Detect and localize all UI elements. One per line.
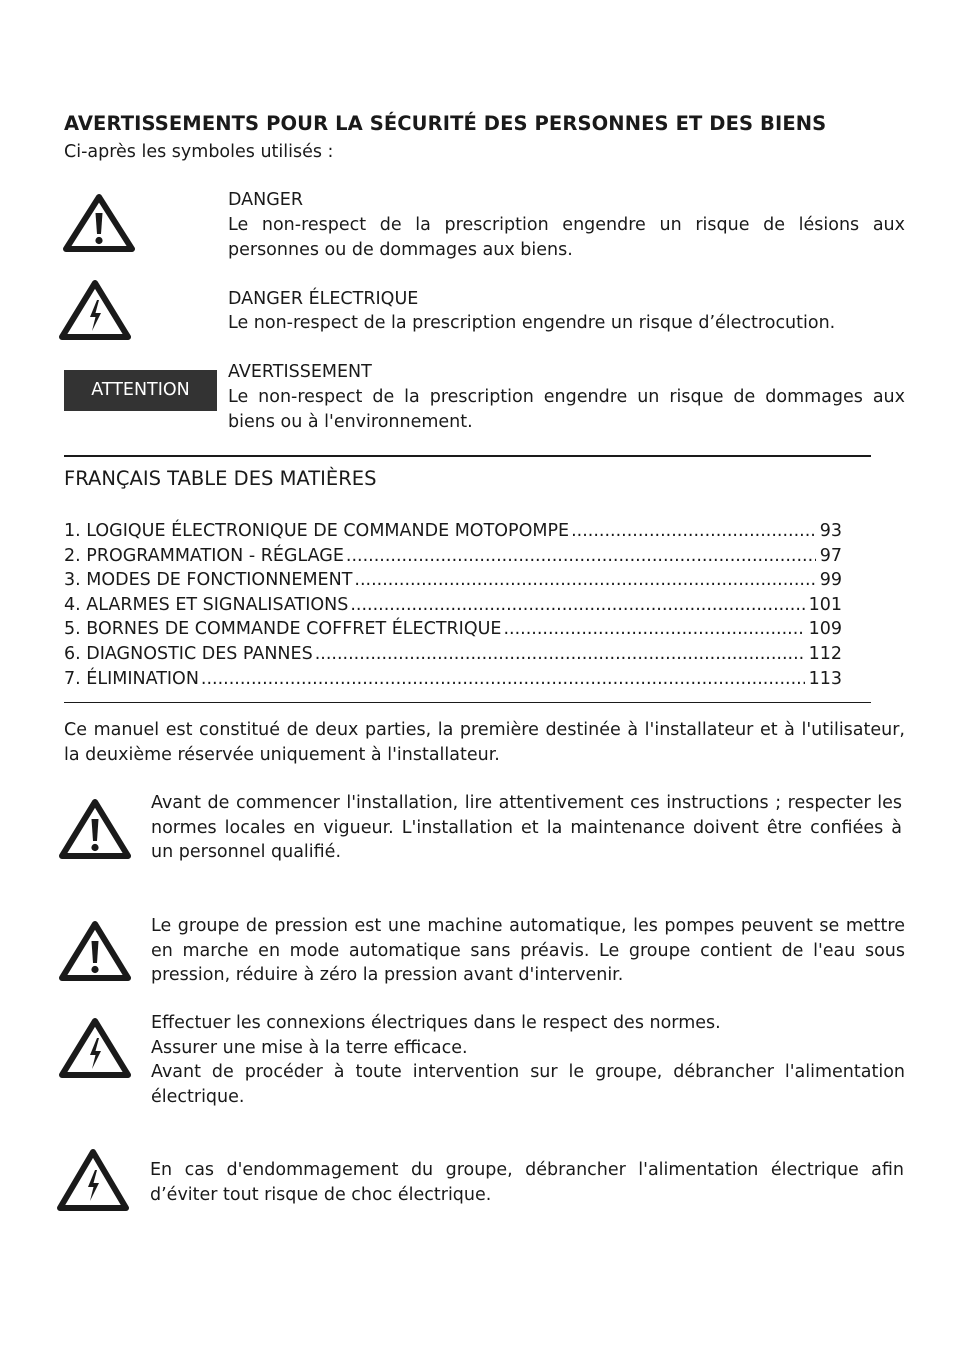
section-divider bbox=[64, 455, 871, 457]
warning-title: AVERTISSEMENT bbox=[228, 362, 372, 382]
toc-entry-label: 1. LOGIQUE ÉLECTRONIQUE DE COMMANDE MOTOPOMPE bbox=[64, 521, 570, 541]
electric-hazard-icon bbox=[59, 1017, 131, 1079]
warning-text: Le non-respect de la prescription engendre un risque de dommages aux biens ou à l'environnement. bbox=[228, 387, 905, 432]
table-of-contents bbox=[64, 519, 842, 691]
warning-exclamation-icon bbox=[63, 193, 135, 253]
warning-electrical-line: Assurer une mise à la terre efficace. bbox=[151, 1037, 468, 1058]
toc-leader bbox=[315, 642, 805, 667]
warning-electrical-line: Effectuer les connexions électriques dans le respect des normes. bbox=[151, 1013, 721, 1033]
toc-entry-label: 7. ÉLIMINATION bbox=[64, 668, 199, 689]
toc-divider bbox=[64, 702, 871, 703]
toc-entry-label: 4. ALARMES ET SIGNALISATIONS bbox=[64, 594, 349, 615]
toc-entry-label: 2. PROGRAMMATION - RÉGLAGE bbox=[64, 545, 344, 566]
electric-hazard-icon bbox=[59, 279, 131, 341]
toc-entry[interactable] bbox=[64, 544, 842, 569]
danger-text: Le non-respect de la prescription engendre un risque de lésions aux personnes ou de dommages aux biens. bbox=[228, 215, 905, 260]
danger-title: DANGER bbox=[228, 190, 304, 210]
toc-entry-page: 109 bbox=[808, 619, 842, 640]
toc-entry[interactable] bbox=[64, 568, 842, 593]
page-title: AVERTISSEMENTS POUR LA SÉCURITÉ DES PERSONNES ET DES BIENS bbox=[64, 112, 827, 135]
toc-entry-page: 113 bbox=[808, 668, 842, 689]
toc-entry-page: 112 bbox=[808, 643, 842, 664]
toc-entry-label: 3. MODES DE FONCTIONNEMENT bbox=[64, 570, 353, 591]
toc-entry-page: 101 bbox=[808, 594, 842, 615]
toc-leader bbox=[354, 568, 815, 593]
toc-entry[interactable] bbox=[64, 519, 842, 544]
electric-text: Le non-respect de la prescription engendre un risque d’électrocution. bbox=[228, 313, 836, 333]
toc-entry[interactable] bbox=[64, 593, 842, 618]
manual-note: Ce manuel est constitué de deux parties, la première destinée à l'installateur et à l'utilisateur, la deuxième réservée uniquement à l'installateur. bbox=[64, 720, 905, 765]
warning-pressure-text: Le groupe de pression est une machine automatique, les pompes peuvent se mettre en marche en mode automatique sans préavis. Le groupe contient de l'eau sous pression, réduire à zéro la pression avant d'intervenir. bbox=[151, 916, 905, 986]
toc-entry-label: 6. DIAGNOSTIC DES PANNES bbox=[64, 643, 313, 664]
warning-electrical-block bbox=[151, 1011, 905, 1109]
toc-leader bbox=[350, 593, 804, 618]
toc-entry-label: 5. BORNES DE COMMANDE COFFRET ÉLECTRIQUE bbox=[64, 619, 502, 640]
toc-entry[interactable] bbox=[64, 642, 842, 667]
electric-title: DANGER ÉLECTRIQUE bbox=[228, 289, 419, 309]
toc-entry-page: 99 bbox=[819, 570, 842, 591]
warning-exclamation-icon bbox=[59, 920, 131, 982]
toc-entry-page: 93 bbox=[819, 521, 842, 541]
toc-leader bbox=[346, 544, 816, 569]
warning-damage-text: En cas d'endommagement du groupe, débrancher l'alimentation électrique afin d’éviter tout risque de choc électrique. bbox=[150, 1160, 904, 1205]
toc-entry[interactable] bbox=[64, 667, 842, 692]
toc-leader bbox=[571, 519, 816, 544]
symbols-intro: Ci-après les symboles utilisés : bbox=[64, 142, 334, 162]
toc-entry-page: 97 bbox=[819, 545, 842, 566]
toc-leader bbox=[503, 617, 804, 642]
warning-exclamation-icon bbox=[59, 798, 131, 860]
warning-electrical-line: Avant de procéder à toute intervention sur le groupe, débrancher l'alimentation électrique. bbox=[151, 1062, 905, 1107]
electric-hazard-icon bbox=[57, 1148, 129, 1212]
attention-badge: ATTENTION bbox=[64, 370, 217, 411]
toc-title: FRANÇAIS TABLE DES MATIÈRES bbox=[64, 467, 377, 490]
warning-installation-text: Avant de commencer l'installation, lire attentivement ces instructions ; respecter les normes locales en vigueur. L'installation et la maintenance doivent être confiées à un personnel qualifié. bbox=[151, 793, 902, 863]
toc-leader bbox=[201, 667, 805, 692]
toc-entry[interactable] bbox=[64, 617, 842, 642]
